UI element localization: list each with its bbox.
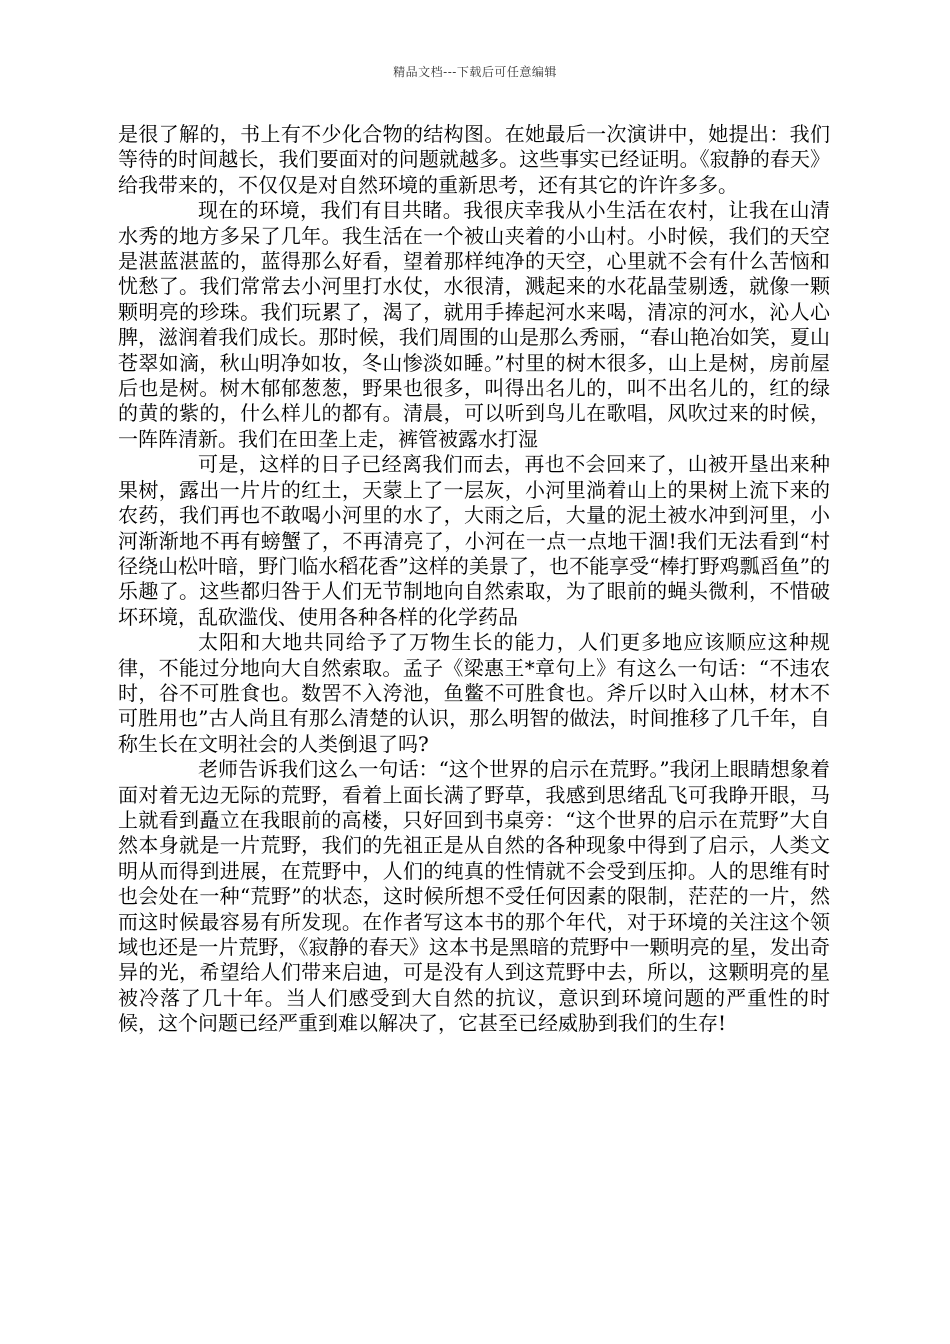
paragraph-2: 现在的环境，我们有目共睹。我很庆幸我从小生活在农村，让我在山清水秀的地方多呆了几年。我生活在一个被山夹着的小山村。小时候，我们的天空是湛蓝湛蓝的，蓝得那么好看，望着那样纯净的天空，心里就不会有什么苦恼和忧愁了。我们常常去小河里打水仗，水很清，溅起来的水花晶莹剔透，就像一颗颗明亮的珍珠。我们玩累了，渴了，就用手捧起河水来喝，清凉的河水，沁人心脾，滋润着我们成长。那时候，我们周围的山是那么秀丽，“春山艳冶如笑，夏山苍翠如滴，秋山明净如妆，冬山惨淡如睡。”村里的树木很多，山上是树，房前屋后也是树。树木郁郁葱葱，野果也很多，叫得出名儿的，叫不出名儿的，红的绿的黄的紫的，什么样儿的都有。清晨，可以听到鸟儿在歌唱，风吹过来的时候，一阵阵清新。我们在田垄上走，裤管被露水打湿 [118, 198, 830, 451]
paragraph-3: 可是，这样的日子已经离我们而去，再也不会回来了，山被开垦出来种果树，露出一片片的红土，天蒙上了一层灰，小河里淌着山上的果树上流下来的农药，我们再也不敢喝小河里的水了，大雨之后，大量的泥土被水冲到河里，小河渐渐地不再有螃蟹了，不再清亮了，小河在一点一点地干涸!我们无法看到“村径绕山松叶暗，野门临水稻花香”这样的美景了，也不能享受“棒打野鸡瓢舀鱼”的乐趣了。这些都归咎于人们无节制地向自然索取，为了眼前的蝇头微利，不惜破坏环境，乱砍滥伐、使用各种各样的化学药品 [118, 452, 830, 629]
paragraph-5: 老师告诉我们这么一句话：“这个世界的启示在荒野。”我闭上眼睛想象着面对着无边无际的荒野，看着上面长满了野草，我感到思绪乱飞可我睁开眼，马上就看到矗立在我眼前的高楼，只好回到书桌旁：“这个世界的启示在荒野”大自然本身就是一片荒野，我们的先祖正是从自然的各种现象中得到了启示，人类文明从而得到进展，在荒野中，人们的纯真的性情就不会受到压抑。人的思维有时也会处在一种“荒野”的状态，这时候所想不受任何因素的限制，茫茫的一片，然而这时候最容易有所发现。在作者写这本书的那个年代，对于环境的关注这个领域也还是一片荒野，《寂静的春天》这本书是黑暗的荒野中一颗明亮的星，发出奇异的光，希望给人们带来启迪，可是没有人到这荒野中去，所以，这颗明亮的星被冷落了几十年。当人们感受到大自然的抗议，意识到环境问题的严重性的时候，这个问题已经严重到难以解决了，它甚至已经威胁到我们的生存! [118, 757, 830, 1036]
page-header: 精品文档---下载后可任意编辑 [393, 65, 557, 79]
paragraph-4: 太阳和大地共同给予了万物生长的能力，人们更多地应该顺应这种规律，不能过分地向大自然索取。孟子《梁惠王*章句上》有这么一句话：“不违农时，谷不可胜食也。数罟不入洿池，鱼鳖不可胜食也。斧斤以时入山林，材木不可胜用也”古人尚且有那么清楚的认识，那么明智的做法，时间推移了几千年，自称生长在文明社会的人类倒退了吗? [118, 630, 830, 756]
document-body [118, 122, 830, 1037]
paragraph-1: 是很了解的，书上有不少化合物的结构图。在她最后一次演讲中，她提出：我们等待的时间越长，我们要面对的问题就越多。这些事实已经证明。《寂静的春天》给我带来的，不仅仅是对自然环境的重新思考，还有其它的许许多多。 [118, 122, 830, 197]
